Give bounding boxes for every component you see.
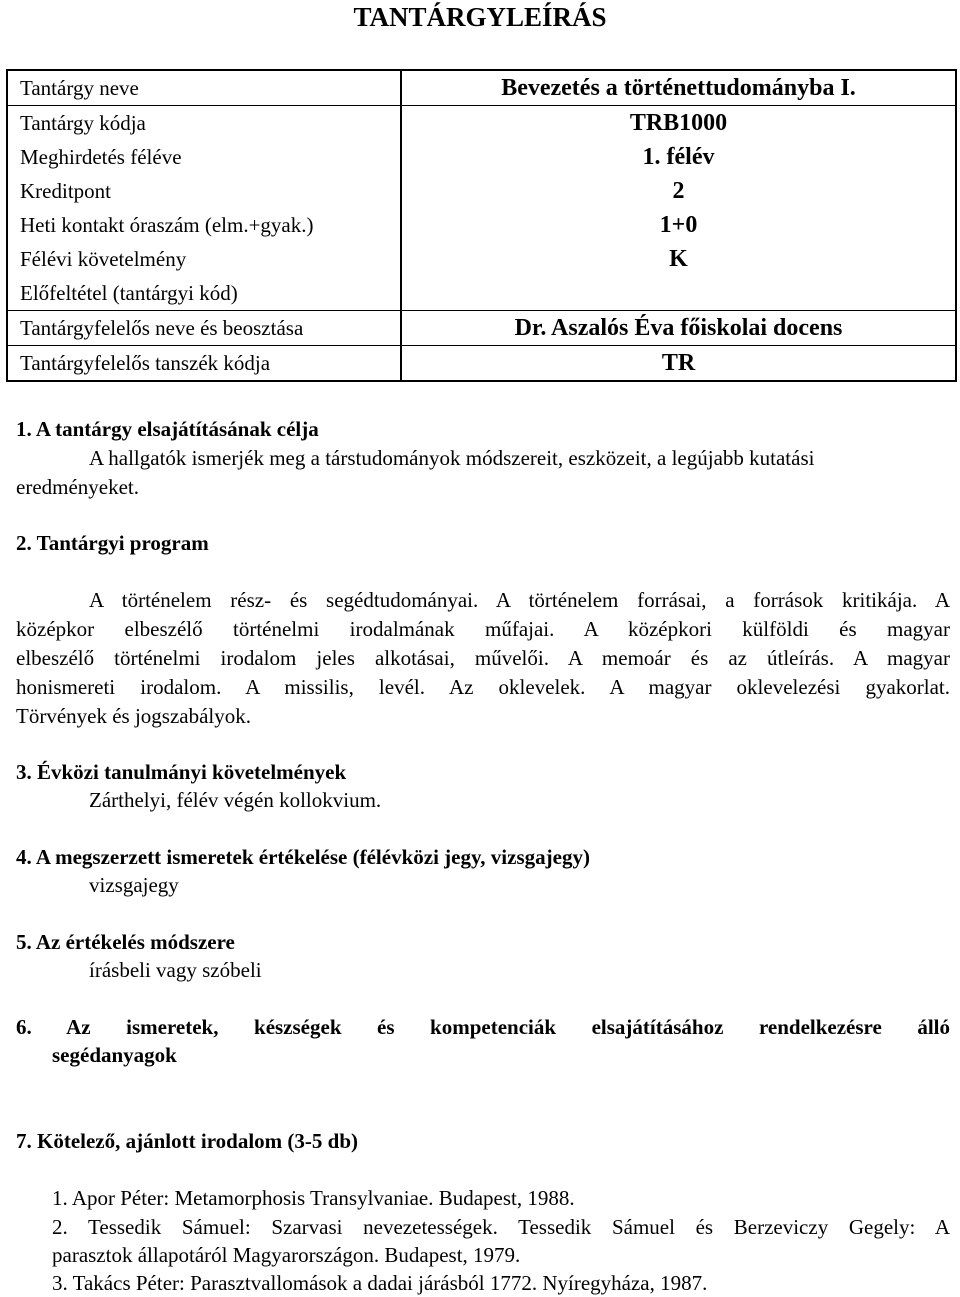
section-4-heading: 4. A megszerzett ismeretek értékelése (félévközi jegy, vizsgajegy) — [16, 845, 590, 869]
section-4-text: vizsgajegy — [89, 873, 179, 897]
literature-item: 1. Apor Péter: Metamorphosis Transylvaniae. Budapest, 1988. — [52, 1186, 575, 1210]
info-label: Tantárgyfelelős neve és beosztása — [7, 311, 401, 346]
info-row-weekly-hours — [7, 208, 956, 242]
info-label: Tantárgy neve — [7, 70, 401, 106]
info-value: 2 — [672, 177, 685, 204]
info-row-prerequisite — [7, 276, 956, 311]
section-2-text-line: Törvények és jogszabályok. — [16, 704, 252, 728]
info-row-credits — [7, 174, 956, 208]
info-label: Meghirdetés féléve — [7, 140, 401, 174]
info-label: Kreditpont — [7, 174, 401, 208]
info-value: Bevezetés a történettudományba I. — [401, 70, 956, 106]
literature-item: 2. Tessedik Sámuel: Szarvasi nevezetességek. Tessedik Sámuel és Berzeviczy Gegely: A — [52, 1215, 950, 1239]
section-2-text-line: elbeszélő történelmi irodalom jeles alkotásai, művelői. A memoár és az útleírás. A magyar — [16, 646, 950, 670]
section-5-heading: 5. Az értékelés módszere — [16, 930, 235, 954]
info-label: Félévi követelmény — [7, 242, 401, 276]
info-row-semester — [7, 140, 956, 174]
info-value: Dr. Aszalós Éva főiskolai docens — [401, 311, 956, 346]
info-label: Előfeltétel (tantárgyi kód) — [7, 276, 401, 311]
info-row-responsible — [7, 311, 956, 346]
info-value: TR — [401, 346, 956, 382]
info-label: Tantárgyfelelős tanszék kódja — [7, 346, 401, 382]
info-row-requirement — [7, 242, 956, 276]
info-label: Heti kontakt óraszám (elm.+gyak.) — [7, 208, 401, 242]
info-value — [401, 276, 956, 311]
section-3-text: Zárthelyi, félév végén kollokvium. — [89, 788, 382, 812]
section-3-heading: 3. Évközi tanulmányi követelmények — [16, 760, 347, 784]
section-1-text-line: eredményeket. — [16, 475, 140, 499]
info-row-department — [7, 346, 956, 382]
info-value: 1+0 — [659, 211, 698, 238]
literature-item-cont: parasztok állapotáról Magyarországon. Budapest, 1979. — [52, 1243, 521, 1267]
section-2-text-line: honismereti irodalom. A missilis, levél. Az oklevelek. A magyar oklevelezési gyakorlat. — [16, 675, 950, 699]
section-2-heading: 2. Tantárgyi program — [16, 531, 209, 555]
section-6-heading: 6. Az ismeretek, készségek és kompetenciák elsajátításához rendelkezésre álló — [16, 1015, 950, 1039]
info-value: K — [669, 245, 688, 272]
section-6-heading-cont: segédanyagok — [52, 1043, 177, 1067]
section-7-heading: 7. Kötelező, ajánlott irodalom (3-5 db) — [16, 1129, 358, 1153]
section-1-heading: 1. A tantárgy elsajátításának célja — [16, 417, 319, 441]
section-1-text-line: A hallgatók ismerjék meg a társtudományok módszereit, eszközeit, a legújabb kutatási — [89, 446, 815, 470]
info-value: TRB1000 — [629, 109, 728, 136]
literature-item: 3. Takács Péter: Parasztvallomások a dadai járásból 1772. Nyíregyháza, 1987. — [52, 1271, 708, 1295]
course-info-table — [6, 69, 957, 382]
info-row-course-name — [7, 70, 956, 106]
page-title: TANTÁRGYLEÍRÁS — [353, 2, 607, 32]
section-2-text-line: A történelem rész- és segédtudományai. A történelem forrásai, a források kritikája. A — [89, 588, 950, 612]
info-label: Tantárgy kódja — [7, 106, 401, 141]
info-row-course-code — [7, 106, 956, 141]
info-value: 1. félév — [642, 143, 715, 170]
section-2-text-line: középkor elbeszélő történelmi irodalmának műfajai. A középkori külföldi és magyar — [16, 617, 950, 641]
section-5-text: írásbeli vagy szóbeli — [89, 958, 262, 982]
